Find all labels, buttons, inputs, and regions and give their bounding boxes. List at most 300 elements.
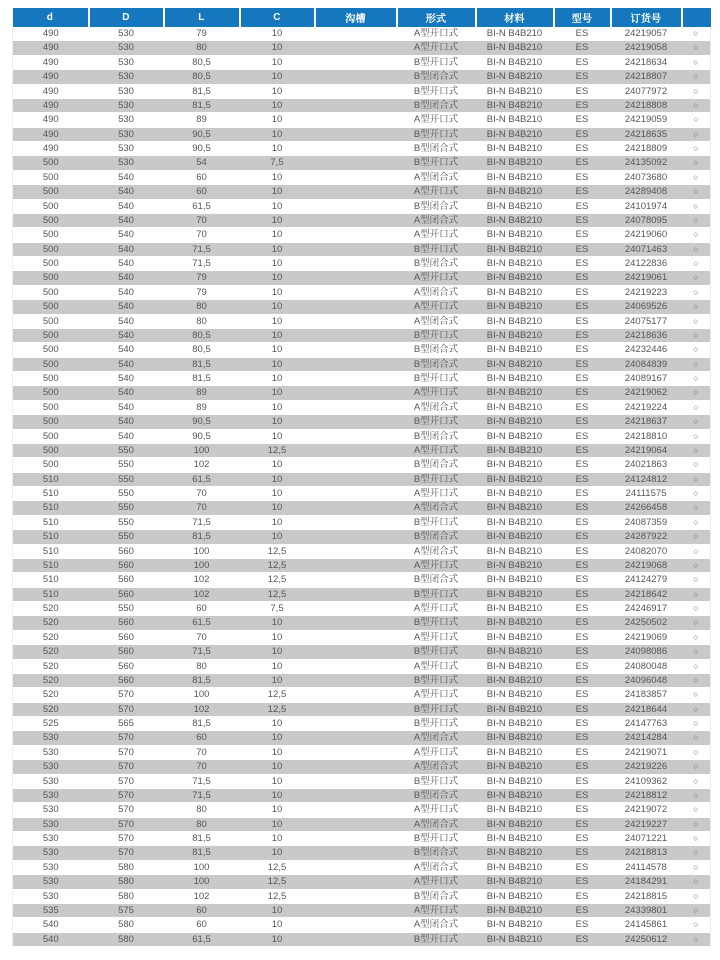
cell-model: ES [554, 55, 611, 69]
cell-D: 530 [89, 113, 164, 127]
column-header-form: 形式 [397, 8, 476, 27]
cell-form: B型闭合式 [397, 573, 476, 587]
cell-C: 10 [240, 213, 315, 227]
cell-L: 70 [164, 501, 240, 515]
table-row [13, 774, 711, 788]
cell-order-no: 24218635 [611, 127, 682, 141]
table-row [13, 587, 711, 601]
availability-circle-icon: ○ [682, 860, 711, 874]
cell-order-no: 24218809 [611, 142, 682, 156]
cell-groove [315, 487, 397, 501]
cell-order-no: 24096048 [611, 673, 682, 687]
cell-material: BI-N B4B210 [476, 544, 554, 558]
cell-order-no: 24219059 [611, 113, 682, 127]
availability-circle-icon: ○ [682, 731, 711, 745]
cell-d: 500 [13, 400, 89, 414]
cell-d: 520 [13, 688, 89, 702]
cell-groove [315, 185, 397, 199]
cell-model: ES [554, 429, 611, 443]
cell-material: BI-N B4B210 [476, 386, 554, 400]
cell-model: ES [554, 602, 611, 616]
cell-form: A型开口式 [397, 602, 476, 616]
cell-C: 12,5 [240, 702, 315, 716]
cell-L: 100 [164, 875, 240, 889]
table-row [13, 84, 711, 98]
cell-L: 80 [164, 314, 240, 328]
cell-groove [315, 875, 397, 889]
cell-groove [315, 774, 397, 788]
cell-order-no: 24069526 [611, 300, 682, 314]
cell-model: ES [554, 314, 611, 328]
cell-D: 570 [89, 760, 164, 774]
table-row [13, 55, 711, 69]
cell-form: B型开口式 [397, 616, 476, 630]
cell-groove [315, 156, 397, 170]
cell-D: 580 [89, 918, 164, 932]
cell-C: 10 [240, 314, 315, 328]
cell-order-no: 24219062 [611, 386, 682, 400]
cell-L: 61,5 [164, 199, 240, 213]
column-header-d: d [13, 8, 89, 27]
cell-order-no: 24075177 [611, 314, 682, 328]
cell-d: 520 [13, 673, 89, 687]
cell-L: 61,5 [164, 616, 240, 630]
cell-groove [315, 328, 397, 342]
cell-order-no: 24289408 [611, 185, 682, 199]
availability-circle-icon: ○ [682, 788, 711, 802]
cell-form: B型开口式 [397, 328, 476, 342]
cell-C: 10 [240, 98, 315, 112]
cell-C: 12,5 [240, 875, 315, 889]
cell-groove [315, 285, 397, 299]
cell-model: ES [554, 630, 611, 644]
cell-C: 10 [240, 788, 315, 802]
cell-L: 102 [164, 587, 240, 601]
table-row [13, 300, 711, 314]
cell-groove [315, 760, 397, 774]
cell-L: 89 [164, 400, 240, 414]
cell-C: 12,5 [240, 443, 315, 457]
cell-C: 10 [240, 372, 315, 386]
cell-groove [315, 587, 397, 601]
cell-d: 490 [13, 127, 89, 141]
cell-order-no: 24184291 [611, 875, 682, 889]
cell-groove [315, 932, 397, 946]
table-row [13, 630, 711, 644]
cell-material: BI-N B4B210 [476, 113, 554, 127]
column-header-C: C [240, 8, 315, 27]
cell-model: ES [554, 673, 611, 687]
cell-material: BI-N B4B210 [476, 932, 554, 946]
cell-d: 500 [13, 185, 89, 199]
cell-L: 89 [164, 386, 240, 400]
cell-d: 500 [13, 285, 89, 299]
cell-D: 570 [89, 817, 164, 831]
cell-L: 80 [164, 41, 240, 55]
cell-groove [315, 558, 397, 572]
cell-form: B型闭合式 [397, 846, 476, 860]
availability-circle-icon: ○ [682, 242, 711, 256]
cell-D: 540 [89, 343, 164, 357]
cell-form: B型开口式 [397, 415, 476, 429]
table-row [13, 832, 711, 846]
cell-C: 12,5 [240, 688, 315, 702]
cell-groove [315, 515, 397, 529]
cell-form: B型闭合式 [397, 343, 476, 357]
cell-groove [315, 544, 397, 558]
cell-material: BI-N B4B210 [476, 903, 554, 917]
cell-form: A型开口式 [397, 875, 476, 889]
cell-D: 540 [89, 228, 164, 242]
cell-order-no: 24135092 [611, 156, 682, 170]
table-header [13, 8, 711, 27]
cell-form: A型闭合式 [397, 501, 476, 515]
cell-form: A型开口式 [397, 41, 476, 55]
cell-L: 80 [164, 300, 240, 314]
cell-d: 500 [13, 429, 89, 443]
cell-L: 89 [164, 113, 240, 127]
column-header-order-no: 订货号 [611, 8, 682, 27]
availability-circle-icon: ○ [682, 343, 711, 357]
cell-model: ES [554, 400, 611, 414]
cell-L: 100 [164, 544, 240, 558]
cell-material: BI-N B4B210 [476, 271, 554, 285]
table-row [13, 314, 711, 328]
table-row [13, 745, 711, 759]
cell-L: 102 [164, 889, 240, 903]
cell-D: 540 [89, 386, 164, 400]
cell-material: BI-N B4B210 [476, 515, 554, 529]
table-row [13, 257, 711, 271]
cell-L: 81,5 [164, 98, 240, 112]
cell-D: 560 [89, 645, 164, 659]
cell-order-no: 24219227 [611, 817, 682, 831]
cell-material: BI-N B4B210 [476, 314, 554, 328]
cell-form: A型闭合式 [397, 314, 476, 328]
cell-D: 540 [89, 271, 164, 285]
cell-d: 500 [13, 415, 89, 429]
cell-model: ES [554, 487, 611, 501]
table-row [13, 846, 711, 860]
table-row [13, 932, 711, 946]
availability-circle-icon: ○ [682, 271, 711, 285]
cell-L: 71,5 [164, 645, 240, 659]
table-row [13, 903, 711, 917]
cell-form: A型开口式 [397, 271, 476, 285]
cell-material: BI-N B4B210 [476, 213, 554, 227]
table-row [13, 472, 711, 486]
cell-C: 10 [240, 386, 315, 400]
cell-D: 580 [89, 932, 164, 946]
cell-L: 70 [164, 228, 240, 242]
cell-d: 510 [13, 472, 89, 486]
availability-circle-icon: ○ [682, 70, 711, 84]
cell-D: 550 [89, 530, 164, 544]
table-row [13, 285, 711, 299]
cell-L: 80,5 [164, 55, 240, 69]
cell-material: BI-N B4B210 [476, 70, 554, 84]
cell-form: B型开口式 [397, 84, 476, 98]
cell-material: BI-N B4B210 [476, 832, 554, 846]
cell-model: ES [554, 70, 611, 84]
cell-groove [315, 846, 397, 860]
cell-L: 60 [164, 731, 240, 745]
cell-groove [315, 199, 397, 213]
cell-d: 530 [13, 774, 89, 788]
cell-L: 71,5 [164, 257, 240, 271]
cell-form: A型开口式 [397, 487, 476, 501]
availability-circle-icon: ○ [682, 400, 711, 414]
cell-order-no: 24114578 [611, 860, 682, 874]
cell-order-no: 24124279 [611, 573, 682, 587]
cell-D: 540 [89, 242, 164, 256]
availability-circle-icon: ○ [682, 688, 711, 702]
cell-form: B型开口式 [397, 55, 476, 69]
cell-material: BI-N B4B210 [476, 27, 554, 41]
cell-L: 81,5 [164, 673, 240, 687]
table-row [13, 127, 711, 141]
availability-circle-icon: ○ [682, 645, 711, 659]
cell-order-no: 24219072 [611, 803, 682, 817]
table-row [13, 803, 711, 817]
cell-d: 500 [13, 443, 89, 457]
cell-L: 60 [164, 185, 240, 199]
cell-groove [315, 84, 397, 98]
cell-d: 500 [13, 328, 89, 342]
cell-model: ES [554, 702, 611, 716]
cell-D: 560 [89, 616, 164, 630]
table-row [13, 688, 711, 702]
cell-groove [315, 745, 397, 759]
cell-order-no: 24145861 [611, 918, 682, 932]
availability-circle-icon: ○ [682, 443, 711, 457]
cell-model: ES [554, 156, 611, 170]
cell-form: A型开口式 [397, 659, 476, 673]
cell-groove [315, 530, 397, 544]
cell-form: A型闭合式 [397, 760, 476, 774]
cell-model: ES [554, 228, 611, 242]
cell-form: B型闭合式 [397, 70, 476, 84]
cell-L: 81,5 [164, 530, 240, 544]
cell-groove [315, 213, 397, 227]
cell-model: ES [554, 257, 611, 271]
table-row [13, 889, 711, 903]
cell-form: B型闭合式 [397, 788, 476, 802]
table-row [13, 501, 711, 515]
cell-D: 540 [89, 415, 164, 429]
cell-D: 530 [89, 142, 164, 156]
cell-C: 10 [240, 932, 315, 946]
product-table [12, 8, 711, 947]
cell-D: 560 [89, 587, 164, 601]
cell-form: B型开口式 [397, 372, 476, 386]
availability-circle-icon: ○ [682, 745, 711, 759]
cell-order-no: 24089167 [611, 372, 682, 386]
cell-material: BI-N B4B210 [476, 760, 554, 774]
availability-circle-icon: ○ [682, 328, 711, 342]
cell-D: 560 [89, 544, 164, 558]
availability-circle-icon: ○ [682, 357, 711, 371]
cell-model: ES [554, 745, 611, 759]
cell-C: 10 [240, 803, 315, 817]
table-row [13, 760, 711, 774]
cell-D: 540 [89, 170, 164, 184]
cell-form: B型闭合式 [397, 142, 476, 156]
cell-D: 540 [89, 357, 164, 371]
cell-L: 90,5 [164, 429, 240, 443]
cell-order-no: 24122836 [611, 257, 682, 271]
cell-order-no: 24082070 [611, 544, 682, 558]
availability-circle-icon: ○ [682, 314, 711, 328]
cell-model: ES [554, 645, 611, 659]
cell-groove [315, 573, 397, 587]
cell-D: 570 [89, 702, 164, 716]
availability-circle-icon: ○ [682, 257, 711, 271]
cell-form: A型闭合式 [397, 731, 476, 745]
cell-C: 10 [240, 645, 315, 659]
cell-form: A型闭合式 [397, 860, 476, 874]
table-row [13, 242, 711, 256]
cell-D: 570 [89, 745, 164, 759]
cell-D: 540 [89, 314, 164, 328]
table-row [13, 113, 711, 127]
cell-groove [315, 113, 397, 127]
cell-form: A型开口式 [397, 386, 476, 400]
cell-C: 12,5 [240, 558, 315, 572]
cell-L: 90,5 [164, 415, 240, 429]
cell-D: 540 [89, 185, 164, 199]
cell-model: ES [554, 889, 611, 903]
cell-material: BI-N B4B210 [476, 673, 554, 687]
cell-C: 7,5 [240, 156, 315, 170]
cell-order-no: 24219060 [611, 228, 682, 242]
cell-form: B型开口式 [397, 702, 476, 716]
cell-C: 12,5 [240, 889, 315, 903]
availability-circle-icon: ○ [682, 98, 711, 112]
cell-L: 100 [164, 443, 240, 457]
cell-d: 490 [13, 98, 89, 112]
cell-material: BI-N B4B210 [476, 487, 554, 501]
cell-C: 10 [240, 616, 315, 630]
cell-material: BI-N B4B210 [476, 702, 554, 716]
availability-circle-icon: ○ [682, 803, 711, 817]
cell-order-no: 24183857 [611, 688, 682, 702]
cell-d: 530 [13, 860, 89, 874]
cell-order-no: 24218644 [611, 702, 682, 716]
cell-form: B型闭合式 [397, 889, 476, 903]
cell-order-no: 24218808 [611, 98, 682, 112]
cell-order-no: 24219064 [611, 443, 682, 457]
cell-material: BI-N B4B210 [476, 630, 554, 644]
cell-groove [315, 472, 397, 486]
cell-groove [315, 357, 397, 371]
cell-L: 81,5 [164, 717, 240, 731]
cell-order-no: 24250612 [611, 932, 682, 946]
cell-material: BI-N B4B210 [476, 372, 554, 386]
cell-D: 540 [89, 257, 164, 271]
cell-D: 550 [89, 458, 164, 472]
cell-form: B型开口式 [397, 932, 476, 946]
cell-material: BI-N B4B210 [476, 616, 554, 630]
cell-order-no: 24111575 [611, 487, 682, 501]
availability-circle-icon: ○ [682, 372, 711, 386]
cell-form: A型开口式 [397, 27, 476, 41]
cell-material: BI-N B4B210 [476, 156, 554, 170]
cell-groove [315, 228, 397, 242]
cell-d: 500 [13, 170, 89, 184]
cell-form: A型开口式 [397, 803, 476, 817]
cell-C: 10 [240, 487, 315, 501]
cell-model: ES [554, 530, 611, 544]
cell-model: ES [554, 817, 611, 831]
cell-C: 10 [240, 127, 315, 141]
cell-material: BI-N B4B210 [476, 84, 554, 98]
cell-C: 12,5 [240, 544, 315, 558]
cell-d: 510 [13, 501, 89, 515]
cell-material: BI-N B4B210 [476, 443, 554, 457]
cell-D: 560 [89, 558, 164, 572]
cell-C: 10 [240, 731, 315, 745]
cell-D: 570 [89, 688, 164, 702]
cell-model: ES [554, 846, 611, 860]
table-row [13, 142, 711, 156]
table-row [13, 558, 711, 572]
availability-circle-icon: ○ [682, 300, 711, 314]
cell-model: ES [554, 501, 611, 515]
cell-form: A型开口式 [397, 300, 476, 314]
cell-material: BI-N B4B210 [476, 285, 554, 299]
cell-model: ES [554, 415, 611, 429]
cell-C: 10 [240, 170, 315, 184]
cell-form: A型开口式 [397, 113, 476, 127]
cell-L: 70 [164, 745, 240, 759]
availability-circle-icon: ○ [682, 889, 711, 903]
table-row [13, 673, 711, 687]
cell-D: 560 [89, 659, 164, 673]
cell-form: B型开口式 [397, 127, 476, 141]
cell-d: 540 [13, 932, 89, 946]
cell-material: BI-N B4B210 [476, 357, 554, 371]
table-row [13, 860, 711, 874]
cell-L: 100 [164, 688, 240, 702]
cell-C: 10 [240, 832, 315, 846]
cell-C: 10 [240, 918, 315, 932]
cell-form: A型闭合式 [397, 544, 476, 558]
cell-order-no: 24218810 [611, 429, 682, 443]
table-row [13, 515, 711, 529]
cell-model: ES [554, 185, 611, 199]
cell-order-no: 24219061 [611, 271, 682, 285]
cell-model: ES [554, 98, 611, 112]
cell-groove [315, 400, 397, 414]
cell-C: 10 [240, 199, 315, 213]
cell-L: 80,5 [164, 328, 240, 342]
cell-material: BI-N B4B210 [476, 645, 554, 659]
table-row [13, 343, 711, 357]
availability-circle-icon: ○ [682, 213, 711, 227]
cell-C: 10 [240, 328, 315, 342]
cell-C: 10 [240, 400, 315, 414]
table-row [13, 70, 711, 84]
table-row [13, 573, 711, 587]
cell-groove [315, 673, 397, 687]
cell-material: BI-N B4B210 [476, 228, 554, 242]
cell-d: 500 [13, 314, 89, 328]
cell-model: ES [554, 731, 611, 745]
cell-C: 10 [240, 415, 315, 429]
cell-D: 550 [89, 487, 164, 501]
cell-form: B型开口式 [397, 472, 476, 486]
